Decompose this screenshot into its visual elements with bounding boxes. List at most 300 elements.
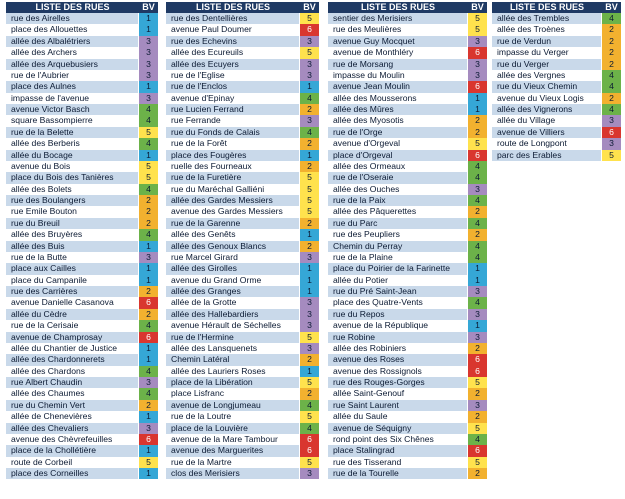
street-row (166, 445, 319, 456)
bv-number-badge: 2 (299, 354, 319, 365)
street-name: square Bassompierre (6, 115, 138, 126)
street-row (6, 286, 158, 297)
street-name: rue des Peupliers (328, 229, 467, 240)
bv-number-badge: 5 (467, 138, 487, 149)
bv-number-badge: 4 (467, 195, 487, 206)
street-name: allée des Lauriers Roses (166, 366, 299, 377)
street-row (6, 241, 158, 252)
street-name: rue du Maréchal Galliéni (166, 184, 299, 195)
bv-number-badge: 1 (138, 24, 158, 35)
bv-number-badge: 3 (299, 36, 319, 47)
street-rows (166, 13, 319, 479)
bv-number-badge: 5 (299, 184, 319, 195)
street-row (166, 59, 319, 70)
street-row (166, 377, 319, 388)
street-name: allée du Village (492, 115, 601, 126)
street-name: allée du Chantier de Justice (6, 343, 138, 354)
street-rows (6, 13, 158, 479)
street-name: rue de l'Eglise (166, 70, 299, 81)
street-row (328, 354, 487, 365)
street-row (6, 93, 158, 104)
street-row (328, 13, 487, 24)
bv-number-badge: 1 (467, 104, 487, 115)
bv-number-badge: 3 (138, 36, 158, 47)
bv-number-badge: 4 (299, 93, 319, 104)
bv-number-badge: 1 (299, 286, 319, 297)
bv-number-badge: 1 (138, 411, 158, 422)
street-name: rue Saint Laurent (328, 400, 467, 411)
street-name: allée des Ecureuils (166, 47, 299, 58)
bv-number-badge: 4 (467, 172, 487, 183)
street-row (166, 218, 319, 229)
street-row (328, 127, 487, 138)
bv-number-badge: 2 (601, 93, 621, 104)
street-name: avenue Victor Basch (6, 104, 138, 115)
street-name: allée des Girolles (166, 263, 299, 274)
street-row (166, 184, 319, 195)
street-name: allée des Chevaliers (6, 423, 138, 434)
street-name: impasse du Moulin (328, 70, 467, 81)
bv-number-badge: 4 (138, 229, 158, 240)
street-name: rue du Vieux Chemin (492, 81, 601, 92)
street-name: impasse de l'avenue (6, 93, 138, 104)
street-row (166, 195, 319, 206)
street-name: rue Ferrande (166, 115, 299, 126)
street-row (166, 127, 319, 138)
bv-number-badge: 4 (601, 13, 621, 24)
header-bv: BV (142, 2, 155, 12)
street-name: rue de la Martre (166, 457, 299, 468)
street-row (328, 47, 487, 58)
bv-number-badge: 2 (467, 229, 487, 240)
street-name: allée des Chardons (6, 366, 138, 377)
street-name: sentier des Merisiers (328, 13, 467, 24)
street-row (6, 206, 158, 217)
bv-number-badge: 5 (138, 457, 158, 468)
street-row (328, 468, 487, 479)
bv-number-badge: 4 (138, 320, 158, 331)
street-name: rue de la Butte (6, 252, 138, 263)
street-row (166, 206, 319, 217)
street-row (328, 411, 487, 422)
street-row (6, 457, 158, 468)
street-row (166, 229, 319, 240)
bv-number-badge: 2 (138, 400, 158, 411)
bv-number-badge: 2 (467, 388, 487, 399)
street-row (328, 81, 487, 92)
bv-number-badge: 4 (138, 138, 158, 149)
street-name: Chemin du Perray (328, 241, 467, 252)
bv-number-badge: 3 (138, 93, 158, 104)
street-name: allée des Gardes Messiers (166, 195, 299, 206)
street-row (6, 377, 158, 388)
street-row (166, 434, 319, 445)
street-name: rue des Tisserand (328, 457, 467, 468)
bv-number-badge: 1 (467, 275, 487, 286)
street-row (166, 47, 319, 58)
bv-number-badge: 4 (467, 252, 487, 263)
street-row (6, 70, 158, 81)
bv-number-badge: 1 (467, 263, 487, 274)
street-name: avenue du Vieux Logis (492, 93, 601, 104)
bv-number-badge: 3 (467, 36, 487, 47)
bv-number-badge: 5 (299, 332, 319, 343)
bv-number-badge: 3 (138, 59, 158, 70)
street-name: rue du Parc (328, 218, 467, 229)
street-name: avenue de Villiers (492, 127, 601, 138)
street-row (6, 104, 158, 115)
street-row (166, 70, 319, 81)
column-header (6, 2, 158, 13)
bv-number-badge: 6 (467, 47, 487, 58)
street-name: allée des Bruyères (6, 229, 138, 240)
street-name: allée des Buis (6, 241, 138, 252)
bv-number-badge: 4 (299, 400, 319, 411)
street-row (6, 127, 158, 138)
bv-number-badge: 1 (138, 241, 158, 252)
street-name: allée des Berberis (6, 138, 138, 149)
street-name: rue de l'Enclos (166, 81, 299, 92)
street-row (6, 445, 158, 456)
bv-number-badge: 1 (299, 229, 319, 240)
street-name: allée du Bocage (6, 150, 138, 161)
bv-number-badge: 3 (299, 343, 319, 354)
street-name: allée des Mousserons (328, 93, 467, 104)
bv-number-badge: 2 (467, 127, 487, 138)
street-name: rue de l'Orge (328, 127, 467, 138)
bv-number-badge: 1 (138, 354, 158, 365)
street-row (492, 36, 621, 47)
column-header (328, 2, 487, 13)
street-name: avenue Hérault de Séchelles (166, 320, 299, 331)
street-row (328, 150, 487, 161)
street-row (166, 343, 319, 354)
street-row (492, 70, 621, 81)
bv-number-badge: 3 (467, 59, 487, 70)
bv-number-badge: 3 (467, 184, 487, 195)
bv-number-badge: 5 (299, 47, 319, 58)
bv-number-badge: 4 (601, 81, 621, 92)
bv-number-badge: 6 (299, 445, 319, 456)
bv-number-badge: 2 (601, 24, 621, 35)
bv-number-badge: 5 (467, 377, 487, 388)
street-name: avenue des Gardes Messiers (166, 206, 299, 217)
street-name: place Stalingrad (328, 445, 467, 456)
street-row (492, 115, 621, 126)
street-name: rue Robine (328, 332, 467, 343)
street-row (166, 411, 319, 422)
bv-number-badge: 4 (138, 388, 158, 399)
street-row (328, 59, 487, 70)
street-row (492, 24, 621, 35)
street-name: allée des Albalétriers (6, 36, 138, 47)
street-row (6, 13, 158, 24)
street-rows (492, 13, 621, 161)
street-name: avenue Guy Mocquet (328, 36, 467, 47)
street-row (6, 309, 158, 320)
bv-number-badge: 1 (138, 13, 158, 24)
street-name: impasse du Verger (492, 47, 601, 58)
bv-number-badge: 6 (601, 127, 621, 138)
street-row (166, 24, 319, 35)
bv-number-badge: 5 (299, 206, 319, 217)
street-name: place du Campanile (6, 275, 138, 286)
bv-number-badge: 2 (138, 218, 158, 229)
bv-number-badge: 6 (138, 434, 158, 445)
bv-number-badge: 1 (138, 468, 158, 479)
street-name: allée des Granges (166, 286, 299, 297)
bv-number-badge: 4 (138, 104, 158, 115)
street-name: avenue de Champrosay (6, 332, 138, 343)
street-row (166, 354, 319, 365)
street-name: rue du Pré Saint-Jean (328, 286, 467, 297)
bv-number-badge: 1 (138, 343, 158, 354)
street-name: rue de l'Hermine (166, 332, 299, 343)
bv-number-badge: 4 (299, 127, 319, 138)
bv-number-badge: 5 (467, 24, 487, 35)
street-name: allée des Trembles (492, 13, 601, 24)
street-name: avenue des Marguerites (166, 445, 299, 456)
street-name: Chemin Latéral (166, 354, 299, 365)
street-row (166, 366, 319, 377)
street-row (328, 70, 487, 81)
street-name: avenue Jean Moulin (328, 81, 467, 92)
street-row (328, 423, 487, 434)
street-name: ruelle des Fourneaux (166, 161, 299, 172)
street-row (328, 445, 487, 456)
street-row (166, 320, 319, 331)
street-name: rue de la Furetière (166, 172, 299, 183)
street-row (492, 127, 621, 138)
street-row (328, 297, 487, 308)
street-name: allée des Mûres (328, 104, 467, 115)
street-row (328, 400, 487, 411)
street-name: rond point des Six Chênes (328, 434, 467, 445)
header-bv: BV (303, 2, 316, 12)
street-row (328, 172, 487, 183)
street-name: allée de Chenevières (6, 411, 138, 422)
street-name: avenue d'Epinay (166, 93, 299, 104)
street-row (328, 138, 487, 149)
bv-number-badge: 3 (138, 70, 158, 81)
street-row (6, 24, 158, 35)
bv-number-badge: 4 (601, 70, 621, 81)
street-name: rue Albert Chaudin (6, 377, 138, 388)
street-row (328, 195, 487, 206)
street-name: rue de la Loutre (166, 411, 299, 422)
street-row (492, 138, 621, 149)
street-row (166, 36, 319, 47)
street-column-3 (328, 2, 487, 479)
street-row (328, 286, 487, 297)
bv-number-badge: 1 (138, 81, 158, 92)
street-name: allée de la Grotte (166, 297, 299, 308)
bv-number-badge: 1 (138, 445, 158, 456)
street-name: place de la Louvière (166, 423, 299, 434)
bv-number-badge: 2 (601, 36, 621, 47)
street-name: place du Bois des Tanières (6, 172, 138, 183)
street-name: place de la Libération (166, 377, 299, 388)
street-name: avenue de la Mare Tambour (166, 434, 299, 445)
street-name: place Lisfranc (166, 388, 299, 399)
street-row (166, 468, 319, 479)
street-row (6, 411, 158, 422)
street-name: allée des Lansquenets (166, 343, 299, 354)
street-name: rue de l'Aubrier (6, 70, 138, 81)
street-name: rue de Morsang (328, 59, 467, 70)
street-row (6, 59, 158, 70)
bv-number-badge: 5 (299, 411, 319, 422)
bv-number-badge: 2 (601, 47, 621, 58)
column-header (492, 2, 621, 13)
bv-number-badge: 4 (299, 423, 319, 434)
bv-number-badge: 3 (467, 286, 487, 297)
bv-number-badge: 1 (138, 275, 158, 286)
bv-number-badge: 3 (299, 59, 319, 70)
street-name: avenue Paul Doumer (166, 24, 299, 35)
street-row (166, 138, 319, 149)
street-row (328, 332, 487, 343)
street-row (6, 297, 158, 308)
bv-number-badge: 5 (467, 423, 487, 434)
street-name: rue de la Belette (6, 127, 138, 138)
street-row (166, 150, 319, 161)
street-name: avenue de la République (328, 320, 467, 331)
street-name: rue Marcel Girard (166, 252, 299, 263)
street-name: rue Lucien Ferrand (166, 104, 299, 115)
street-row (6, 263, 158, 274)
street-column-4 (492, 2, 621, 161)
street-name: route de Longpont (492, 138, 601, 149)
street-row (492, 13, 621, 24)
bv-number-badge: 3 (467, 309, 487, 320)
street-row (6, 195, 158, 206)
street-name: rue des Carrières (6, 286, 138, 297)
street-row (492, 59, 621, 70)
street-name: rue du Breuil (6, 218, 138, 229)
street-row (6, 161, 158, 172)
street-name: avenue du Grand Orme (166, 275, 299, 286)
street-name: rue des Echevins (166, 36, 299, 47)
street-name: allée des Pâquerettes (328, 206, 467, 217)
street-name: allée Saint-Genouf (328, 388, 467, 399)
bv-number-badge: 2 (601, 59, 621, 70)
street-row (328, 36, 487, 47)
street-name: allée du Saule (328, 411, 467, 422)
street-name: place des Fougères (166, 150, 299, 161)
bv-number-badge: 4 (467, 218, 487, 229)
street-row (6, 388, 158, 399)
street-row (6, 36, 158, 47)
bv-number-badge: 2 (467, 468, 487, 479)
street-name: place des Aulnes (6, 81, 138, 92)
street-row (166, 388, 319, 399)
bv-number-badge: 4 (138, 115, 158, 126)
street-name: place du Poirier de la Farinette (328, 263, 467, 274)
street-name: allée du Cèdre (6, 309, 138, 320)
bv-number-badge: 6 (467, 354, 487, 365)
street-name: rue de la Forêt (166, 138, 299, 149)
bv-number-badge: 3 (138, 423, 158, 434)
header-title: LISTE DES RUES (360, 2, 435, 12)
street-row (328, 320, 487, 331)
street-name: place d'Orgeval (328, 150, 467, 161)
street-row (328, 343, 487, 354)
street-row (166, 115, 319, 126)
street-name: avenue des Roses (328, 354, 467, 365)
street-row (166, 423, 319, 434)
bv-number-badge: 2 (467, 206, 487, 217)
street-row (328, 434, 487, 445)
street-row (492, 93, 621, 104)
street-name: avenue du Bois (6, 161, 138, 172)
street-name: allée des Chaumes (6, 388, 138, 399)
bv-number-badge: 4 (138, 184, 158, 195)
header-bv: BV (471, 2, 484, 12)
street-row (6, 172, 158, 183)
bv-number-badge: 3 (467, 400, 487, 411)
bv-number-badge: 4 (467, 241, 487, 252)
street-name: rue de la Plaine (328, 252, 467, 263)
bv-number-badge: 2 (299, 241, 319, 252)
street-name: place aux Cailles (6, 263, 138, 274)
bv-number-badge: 3 (299, 297, 319, 308)
bv-number-badge: 1 (299, 263, 319, 274)
street-name: avenue des Chèvrefeuilles (6, 434, 138, 445)
street-row (6, 150, 158, 161)
bv-number-badge: 6 (467, 150, 487, 161)
bv-number-badge: 3 (138, 377, 158, 388)
street-row (328, 104, 487, 115)
bv-number-badge: 4 (138, 366, 158, 377)
bv-number-badge: 1 (299, 366, 319, 377)
street-name: parc des Erables (492, 150, 601, 161)
street-name: place des Corneilles (6, 468, 138, 479)
bv-number-badge: 1 (138, 263, 158, 274)
street-row (166, 457, 319, 468)
street-row (6, 115, 158, 126)
street-name: rue Emile Bouton (6, 206, 138, 217)
street-row (6, 252, 158, 263)
street-row (6, 275, 158, 286)
bv-number-badge: 2 (299, 161, 319, 172)
street-row (166, 400, 319, 411)
street-row (328, 263, 487, 274)
street-row (6, 320, 158, 331)
street-name: allée des Archers (6, 47, 138, 58)
bv-number-badge: 2 (467, 343, 487, 354)
bv-number-badge: 4 (467, 297, 487, 308)
bv-number-badge: 6 (467, 445, 487, 456)
street-column-2 (166, 2, 319, 479)
street-row (492, 81, 621, 92)
street-name: allée des Chardonnerets (6, 354, 138, 365)
street-name: place des Allouettes (6, 24, 138, 35)
street-name: allée des Vergnes (492, 70, 601, 81)
bv-number-badge: 2 (138, 286, 158, 297)
bv-number-badge: 3 (299, 70, 319, 81)
bv-number-badge: 6 (138, 332, 158, 343)
street-name: allée des Ormeaux (328, 161, 467, 172)
bv-number-badge: 4 (467, 434, 487, 445)
bv-number-badge: 3 (467, 70, 487, 81)
bv-number-badge: 5 (138, 161, 158, 172)
column-header (166, 2, 319, 13)
street-name: avenue d'Orgeval (328, 138, 467, 149)
street-row (328, 24, 487, 35)
bv-number-badge: 2 (299, 218, 319, 229)
header-title: LISTE DES RUES (35, 2, 110, 12)
